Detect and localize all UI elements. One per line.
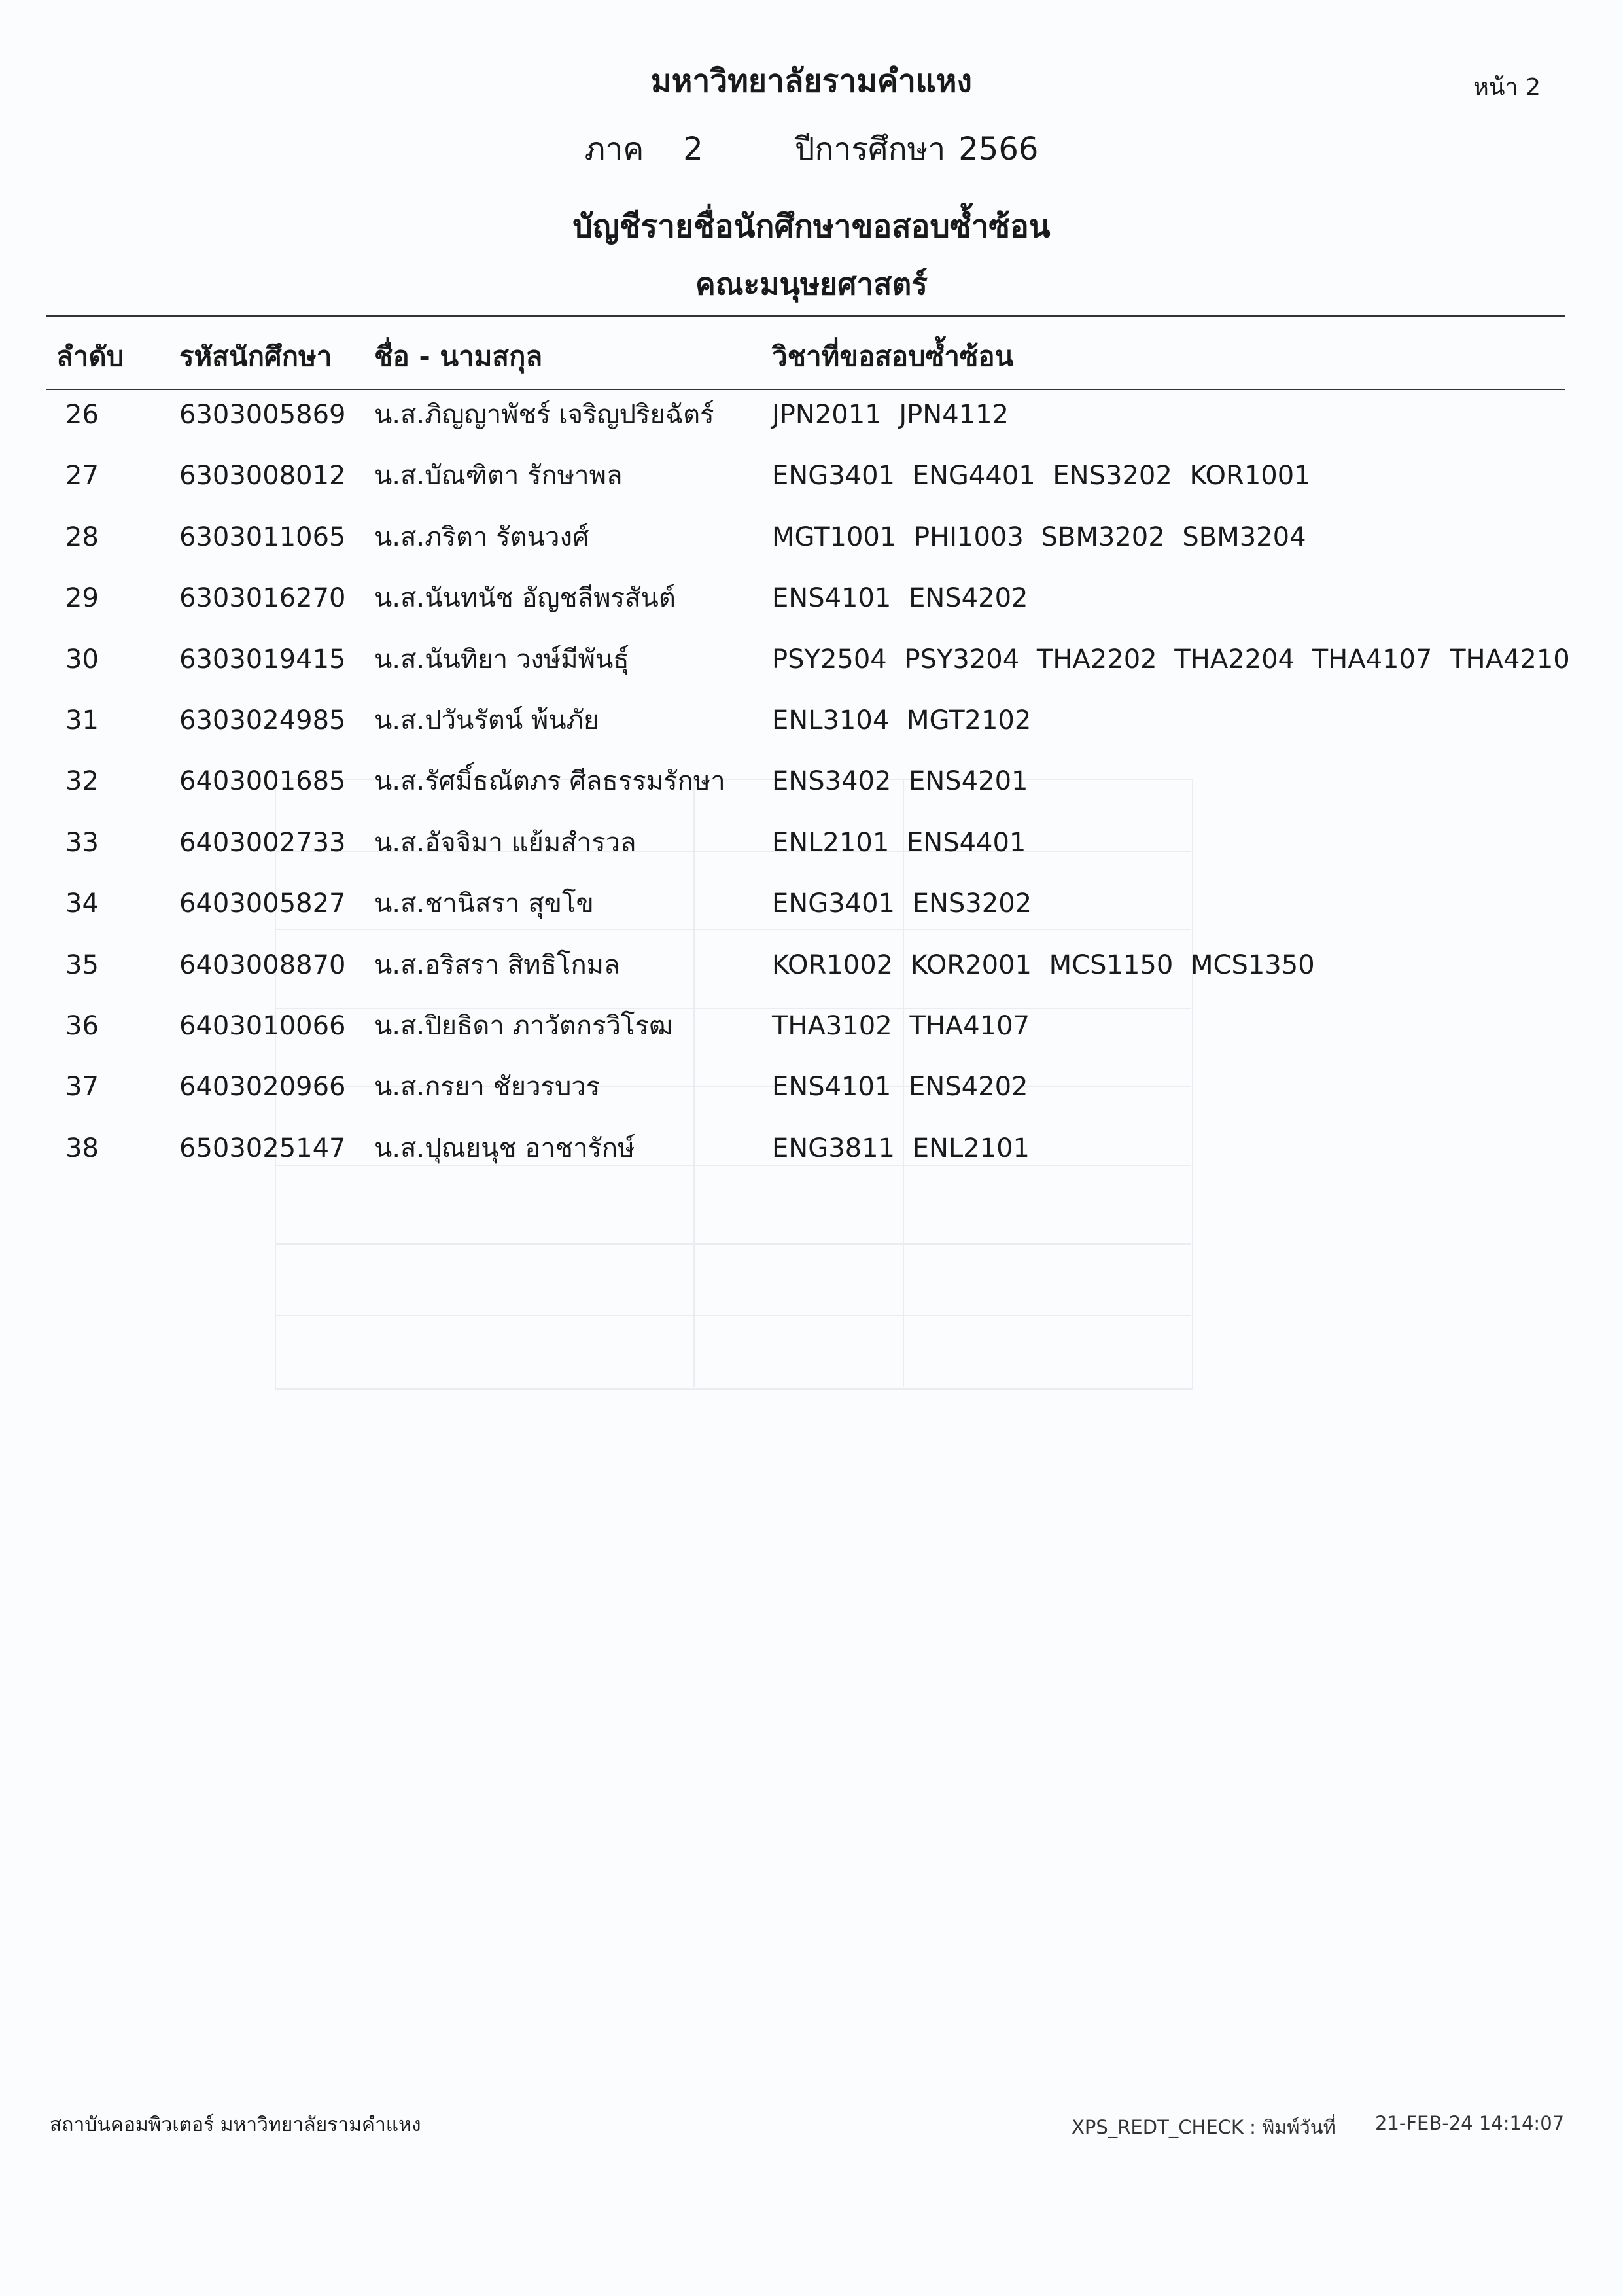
subject-codes: ENL2101 ENS4401: [772, 827, 1026, 858]
table-row: [0, 1129, 1623, 1190]
bleed-through-line: [275, 1243, 1191, 1245]
column-header-number: ลำดับ: [56, 340, 124, 372]
student-name: น.ส.บัณฑิตา รักษาพล: [374, 461, 623, 491]
student-name: น.ส.รัศมิ์ธณัตภร ศีลธรรมรักษา: [374, 766, 725, 797]
table-row: [0, 1006, 1623, 1067]
student-name: น.ส.ภริตา รัตนวงศ์: [374, 521, 589, 552]
subject-codes: PSY2504 PSY3204 THA2202 THA2204 THA4107 THA4210: [772, 644, 1570, 675]
row-number: 35: [65, 949, 99, 980]
column-header-name: ชื่อ - นามสกุล: [374, 340, 543, 372]
subject-codes: ENS4101 ENS4202: [772, 1072, 1028, 1103]
footer-institute: สถาบันคอมพิวเตอร์ มหาวิทยาลัยรามคำแหง: [50, 2113, 421, 2136]
subject-codes: ENL3104 MGT2102: [772, 705, 1032, 735]
table-row: [0, 518, 1623, 578]
student-id: 6403008870: [179, 949, 346, 980]
subject-codes: ENG3811 ENL2101: [772, 1133, 1030, 1163]
semester-line: [0, 124, 1623, 174]
list-title: บัญชีรายชื่อนักศึกษาขอสอบซ้ำซ้อน: [572, 208, 1051, 245]
student-name: น.ส.อัจจิมา แย้มสำรวล: [374, 827, 637, 858]
table-row: [0, 884, 1623, 945]
table-top-rule: [46, 315, 1565, 317]
student-id: 6303019415: [179, 644, 346, 675]
subject-codes: THA3102 THA4107: [772, 1010, 1030, 1041]
row-number: 26: [65, 400, 99, 430]
page-number: หน้า 2: [1473, 74, 1541, 101]
column-header-subjects: วิชาที่ขอสอบซ้ำซ้อน: [772, 340, 1014, 372]
student-id: 6403001685: [179, 766, 346, 797]
table-row: [0, 578, 1623, 639]
row-number: 27: [65, 461, 99, 491]
student-name: น.ส.กรยา ชัยวรบวร: [374, 1072, 601, 1103]
student-id: 6503025147: [179, 1133, 346, 1163]
student-id: 6303008012: [179, 461, 346, 491]
academic-year-label: ปีการศึกษา: [794, 131, 946, 168]
table-row: [0, 823, 1623, 884]
student-table-body: [0, 395, 1623, 1190]
faculty-title: คณะมนุษยศาสตร์: [695, 266, 928, 302]
table-row: [0, 456, 1623, 517]
student-id: 6303011065: [179, 521, 346, 552]
student-name: น.ส.อริสรา สิทธิโกมล: [374, 949, 620, 980]
university-title: มหาวิทยาลัยรามคำแหง: [651, 63, 972, 99]
student-name: น.ส.ชานิสรา สุขโข: [374, 889, 594, 919]
table-row: [0, 762, 1623, 822]
subject-codes: ENG3401 ENS3202: [772, 889, 1032, 919]
subject-codes: JPN2011 JPN4112: [772, 400, 1009, 430]
table-row: [0, 945, 1623, 1006]
semester-value: 2: [683, 131, 703, 168]
row-number: 34: [65, 889, 99, 919]
student-id: 6403002733: [179, 827, 346, 858]
academic-year-value: 2566: [958, 131, 1039, 168]
student-name: น.ส.นันทิยา วงษ์มีพันธุ์: [374, 644, 629, 675]
bleed-through-line: [275, 1315, 1191, 1316]
table-row: [0, 640, 1623, 701]
subject-codes: KOR1002 KOR2001 MCS1150 MCS1350: [772, 949, 1315, 980]
row-number: 30: [65, 644, 99, 675]
row-number: 28: [65, 521, 99, 552]
table-header-rule: [46, 389, 1565, 390]
table-row: [0, 701, 1623, 762]
semester-label: ภาค: [584, 131, 644, 168]
footer-report-code: XPS_REDT_CHECK : พิมพ์วันที่: [1072, 2116, 1336, 2138]
row-number: 38: [65, 1133, 99, 1163]
subject-codes: MGT1001 PHI1003 SBM3202 SBM3204: [772, 521, 1306, 552]
row-number: 33: [65, 827, 99, 858]
table-row: [0, 1067, 1623, 1128]
table-row: [0, 395, 1623, 456]
row-number: 32: [65, 766, 99, 797]
row-number: 37: [65, 1072, 99, 1103]
student-id: 6303016270: [179, 583, 346, 614]
row-number: 31: [65, 705, 99, 735]
subject-codes: ENG3401 ENG4401 ENS3202 KOR1001: [772, 461, 1311, 491]
student-id: 6403005827: [179, 889, 346, 919]
student-id: 6303005869: [179, 400, 346, 430]
student-id: 6403010066: [179, 1010, 346, 1041]
student-id: 6403020966: [179, 1072, 346, 1103]
row-number: 29: [65, 583, 99, 614]
student-name: น.ส.ภิญญาพัชร์ เจริญปริยฉัตร์: [374, 400, 714, 430]
subject-codes: ENS3402 ENS4201: [772, 766, 1028, 797]
subject-codes: ENS4101 ENS4202: [772, 583, 1028, 614]
student-name: น.ส.ปุณยนุช อาชารักษ์: [374, 1133, 635, 1163]
row-number: 36: [65, 1010, 99, 1041]
student-name: น.ส.ปิยธิดา ภาวัตกรวิโรฒ: [374, 1010, 673, 1041]
column-header-student-id: รหัสนักศึกษา: [179, 340, 332, 372]
student-id: 6303024985: [179, 705, 346, 735]
student-name: น.ส.ปวันรัตน์ พ้นภัย: [374, 705, 599, 735]
footer-print-timestamp: 21-FEB-24 14:14:07: [1375, 2112, 1565, 2134]
student-name: น.ส.นันทนัช อัญชลีพรสันต์: [374, 583, 676, 614]
